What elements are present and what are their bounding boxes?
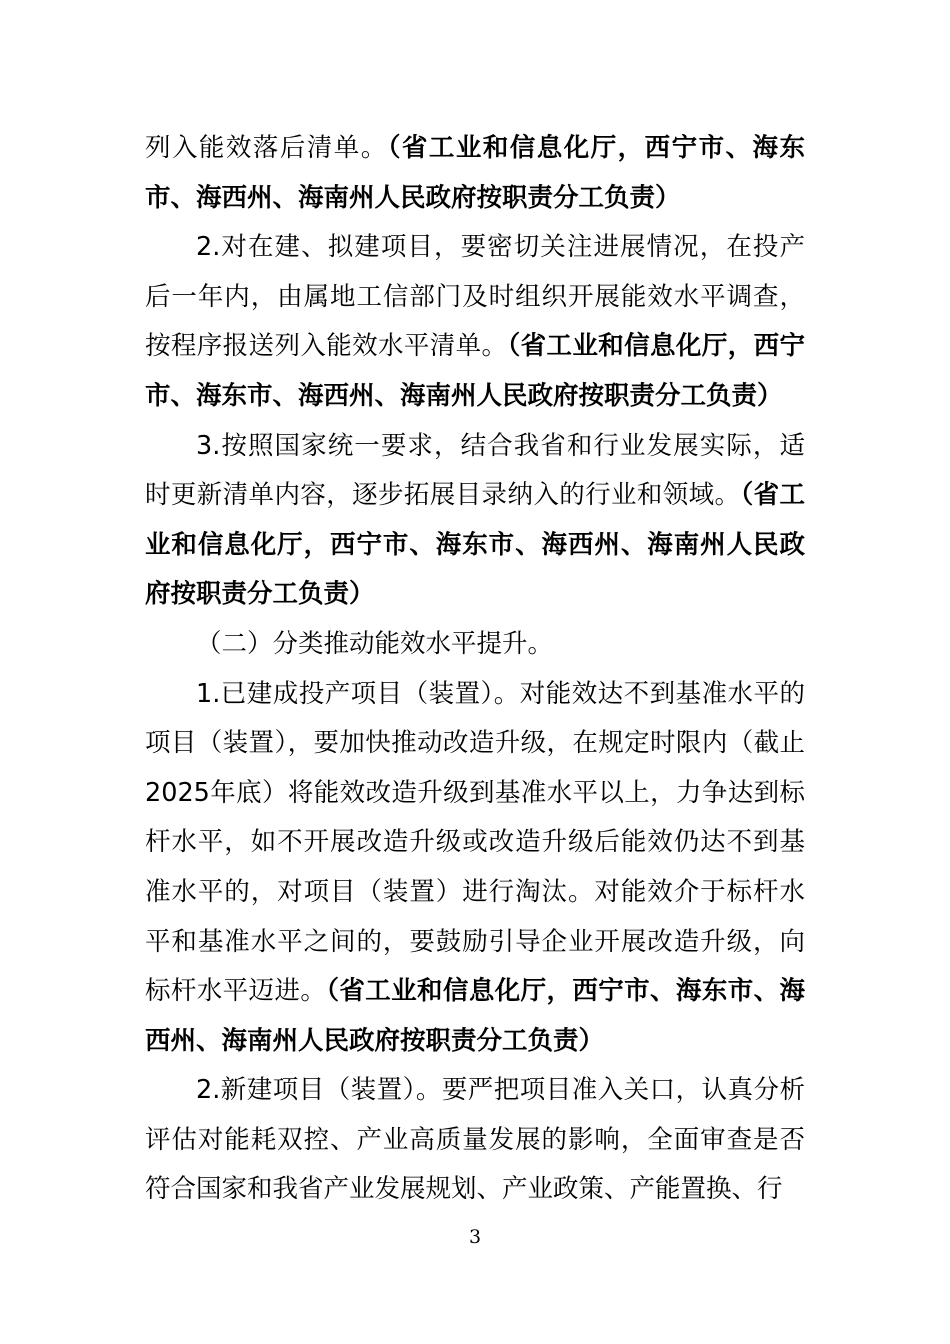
paragraph-text: 2.对在建、拟建项目，要密切关注进展情况，在投产后一年内，由属地工信部门及时组织开展能效水平调查，按程序报送列入能效水平清单。 xyxy=(145,232,805,362)
paragraph-text: 1.已建成投产项目（装置）。对能效达不到基准水平的项目（装置），要加快推动改造升级，在规定时限内（截止2025年底）将能效改造升级到基准水平以上，力争达到标杆水平，如不开展改造升级或改造升级后能效仍达不到基准水平的，对项目（装置）进行淘汰。对能效介于标杆水平和基准水平之间的，要鼓励引导企业开展改造升级，向标杆水平迈进。 xyxy=(145,678,805,1007)
responsibility-note: （省工业和信息化厅，西宁市、海东市、海西州、海南州人民政府按职责分工负责） xyxy=(145,480,805,610)
responsibility-note: （省工业和信息化厅，西宁市、海东市、海西州、海南州人民政府按职责分工负责） xyxy=(145,331,805,411)
paragraph-item-2-new-projects xyxy=(145,1066,805,1215)
section-heading-text: （二）分类推动能效水平提升。 xyxy=(196,628,554,659)
paragraph-item-1-existing-projects xyxy=(145,670,805,1067)
paragraph-item-3-update-list xyxy=(145,422,805,620)
document-body xyxy=(145,124,805,1215)
paragraph-continuation xyxy=(145,124,805,223)
paragraph-text: 2.新建项目（装置）。要严把项目准入关口，认真分析评估对能耗双控、产业高质量发展的影响，全面审查是否符合国家和我省产业发展规划、产业政策、产能置换、行 xyxy=(145,1075,805,1205)
section-heading-classified-promotion xyxy=(145,620,805,670)
responsibility-note: （省工业和信息化厅，西宁市、海东市、海西州、海南州人民政府按职责分工负责） xyxy=(145,976,805,1056)
paragraph-text: 列入能效落后清单。 xyxy=(145,133,388,163)
paragraph-text: 3.按照国家统一要求，结合我省和行业发展实际，适时更新清单内容，逐步拓展目录纳入的行业和领域。 xyxy=(145,430,805,511)
responsibility-note: （省工业和信息化厅，西宁市、海东市、海西州、海南州人民政府按职责分工负责） xyxy=(145,133,805,213)
page-number: 3 xyxy=(468,1226,482,1248)
paragraph-item-2-in-construction xyxy=(145,223,805,421)
